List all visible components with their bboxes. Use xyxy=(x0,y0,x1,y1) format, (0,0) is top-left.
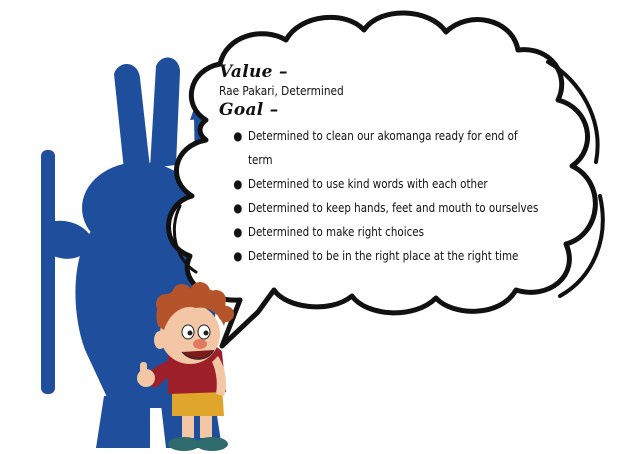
goal-text: Determined to use kind words with each other xyxy=(248,177,488,191)
bullet-icon: ● xyxy=(233,249,243,263)
goal-text: Determined to keep hands, feet and mouth to ourselves xyxy=(248,201,539,215)
bullet-icon: ● xyxy=(233,225,243,239)
bubble-text-block xyxy=(219,62,579,268)
goal-text: Determined to clean our akomanga ready for end of term xyxy=(248,129,518,167)
goal-text: Determined to be in the right place at the right time xyxy=(248,249,519,263)
goal-item xyxy=(233,172,533,196)
goal-item xyxy=(233,244,533,268)
goal-heading: Goal – xyxy=(219,100,279,120)
goal-item xyxy=(233,124,545,172)
goal-text: Determined to make right choices xyxy=(248,225,424,239)
goal-item xyxy=(233,196,539,220)
goal-list xyxy=(219,124,579,268)
value-text: Rae Pakari, Determined xyxy=(219,84,344,98)
goal-item xyxy=(233,220,533,244)
bullet-icon: ● xyxy=(233,201,243,215)
bullet-icon: ● xyxy=(233,177,243,191)
bullet-icon: ● xyxy=(233,129,243,143)
value-heading: Value – xyxy=(219,62,288,82)
